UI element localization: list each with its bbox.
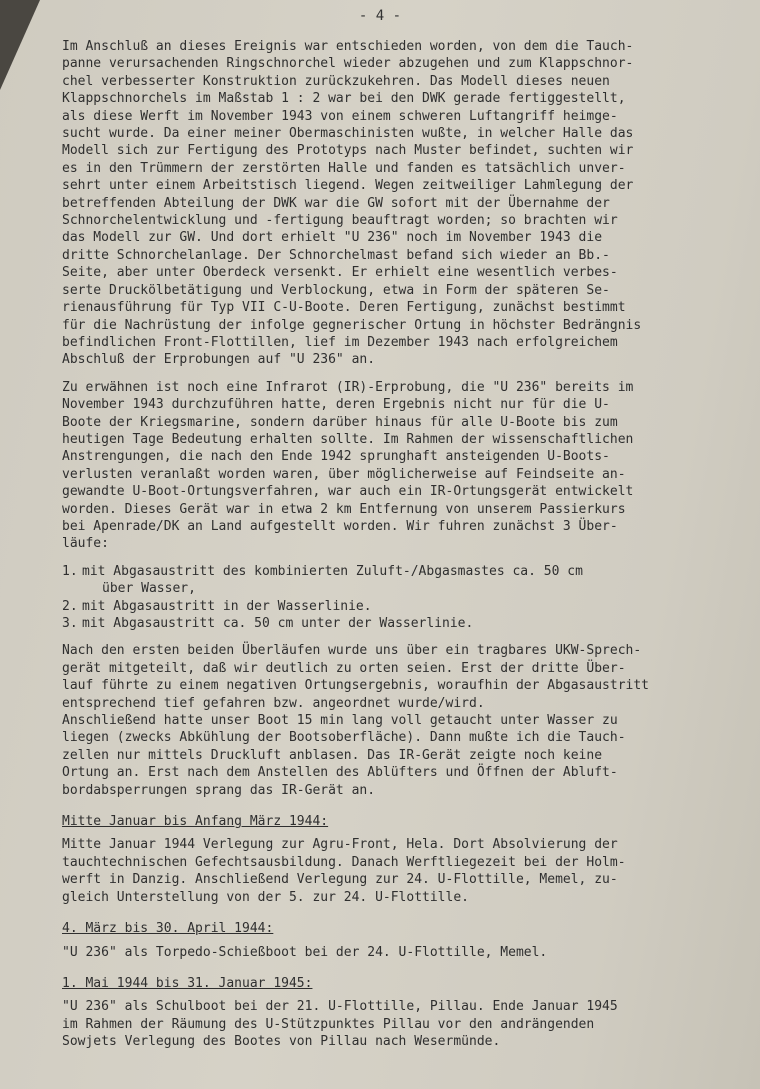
text-line: über Wasser, <box>102 581 196 597</box>
text-line: Im Anschluß an dieses Ereignis war entschieden worden, von dem die Tauch- <box>62 39 634 54</box>
section-heading: 4. März bis 30. April 1944: <box>62 921 274 937</box>
page-corner-shadow <box>0 0 40 90</box>
text-line: panne verursachenden Ringschnorchel wieder abzugehen und zum Klappschnor- <box>62 56 634 72</box>
text-line: Mitte Januar 1944 Verlegung zur Agru-Front, Hela. Dort Absolvierung der <box>62 837 618 853</box>
text-line: rienausführung für Typ VII C-U-Boote. Deren Fertigung, zunächst bestimmt <box>62 300 626 316</box>
document-body <box>62 38 712 1061</box>
text-line: Anstrengungen, die nach den Ende 1942 sprunghaft ansteigenden U-Boots- <box>62 449 610 465</box>
text-line: Zu erwähnen ist noch eine Infrarot (IR)-Erprobung, die "U 236" bereits im <box>62 379 634 395</box>
text-line: Ortung an. Erst nach dem Anstellen des Ablüfters und Öffnen der Abluft- <box>62 765 618 781</box>
text-line: läufe: <box>62 536 109 552</box>
text-line: Schnorchelentwicklung und -fertigung beauftragt worden; so brachten wir <box>62 213 618 229</box>
text-line: mit Abgasaustritt ca. 50 cm unter der Wasserlinie. <box>82 616 474 631</box>
text-line: sucht wurde. Da einer meiner Obermaschinisten wußte, in welcher Halle das <box>62 126 634 142</box>
text-line: "U 236" als Schulboot bei der 21. U-Flottille, Pillau. Ende Januar 1945 <box>62 999 618 1015</box>
text-line: serte Druckölbetätigung und Verblockung, etwa in Form der späteren Se- <box>62 282 610 298</box>
section-paragraph <box>62 836 712 906</box>
paragraph <box>62 642 712 799</box>
text-line: als diese Werft im November 1943 von einem schweren Luftangriff heimge- <box>62 108 618 124</box>
list-item-text <box>82 598 372 615</box>
text-line: Boote der Kriegsmarine, sondern darüber hinaus für alle U-Boote bis zum <box>62 414 618 430</box>
text-line: gleich Unterstellung von der 5. zur 24. U-Flottille. <box>62 889 469 905</box>
paragraph <box>62 379 712 553</box>
text-line: befindlichen Front-Flottillen, lief im Dezember 1943 nach erfolgreichem <box>62 334 618 350</box>
text-line: Abschluß der Erprobungen auf "U 236" an. <box>62 352 376 368</box>
list-item-text <box>82 563 583 598</box>
text-line: mit Abgasaustritt in der Wasserlinie. <box>82 598 372 614</box>
section-heading: Mitte Januar bis Anfang März 1944: <box>62 814 329 830</box>
text-line: bei Apenrade/DK an Land aufgestellt worden. Wir fuhren zunächst 3 Über- <box>62 518 618 534</box>
list-item-number: 2. <box>62 598 78 614</box>
text-line: Nach den ersten beiden Überläufen wurde uns über ein tragbares UKW-Sprech- <box>62 643 642 659</box>
section-paragraph <box>62 944 712 961</box>
text-line: Sowjets Verlegung des Bootes von Pillau nach Wesermünde. <box>62 1034 501 1050</box>
text-line: lauf führte zu einem negativen Ortungsergebnis, woraufhin der Abgasaustritt <box>62 678 649 694</box>
section-heading: 1. Mai 1944 bis 31. Januar 1945: <box>62 975 313 991</box>
paragraph <box>62 38 712 369</box>
text-line: worden. Dieses Gerät war in etwa 2 km Entfernung von unserem Passierkurs <box>62 501 626 517</box>
text-line: chel verbesserter Konstruktion zurückzukehren. Das Modell dieses neuen <box>62 73 610 89</box>
text-line: Modell sich zur Fertigung des Prototyps nach Muster befindet, suchten wir <box>62 143 634 159</box>
text-line: verlusten veranlaßt worden waren, über möglicherweise auf Feindseite an- <box>62 466 626 482</box>
list-item-number: 3. <box>62 616 78 631</box>
text-line: bordabsperrungen sprang das IR-Gerät an. <box>62 782 376 798</box>
list-item <box>62 615 712 632</box>
text-line: mit Abgasaustritt des kombinierten Zuluft-/Abgasmastes ca. 50 cm <box>82 563 583 579</box>
list-item-text <box>82 615 473 632</box>
text-line: dritte Schnorchelanlage. Der Schnorchelmast befand sich wieder an Bb.- <box>62 247 610 263</box>
list-item-number: 1. <box>62 563 78 579</box>
text-line: November 1943 durchzuführen hatte, deren Ergebnis nicht nur für die U- <box>62 397 610 413</box>
text-line: es in den Trümmern der zerstörten Halle und fanden es tatsächlich unver- <box>62 160 626 176</box>
text-line: Klappschnorchels im Maßstab 1 : 2 war bei den DWK gerade fertiggestellt, <box>62 91 626 107</box>
text-line: das Modell zur GW. Und dort erhielt "U 236" noch im November 1943 die <box>62 230 603 246</box>
text-line: "U 236" als Torpedo-Schießboot bei der 24. U-Flottille, Memel. <box>62 944 548 960</box>
text-line: im Rahmen der Räumung des U-Stützpunktes Pillau vor den andrängenden <box>62 1016 595 1032</box>
intro-paragraphs <box>62 38 712 553</box>
text-line: betreffenden Abteilung der DWK war die GW sofort mit der Übernahme der <box>62 195 610 211</box>
chronology-sections <box>62 813 712 1050</box>
list-item <box>62 563 712 598</box>
text-line: für die Nachrüstung der infolge gegnerischer Ortung in höchster Bedrängnis <box>62 317 642 333</box>
text-line: Anschließend hatte unser Boot 15 min lang voll getaucht unter Wasser zu <box>62 713 618 729</box>
list-item <box>62 598 712 615</box>
text-line: Seite, aber unter Oberdeck versenkt. Er erhielt eine wesentlich verbes- <box>62 265 618 281</box>
page-number: - 4 - <box>358 8 402 24</box>
text-line: gerät mitgeteilt, daß wir deutlich zu orten seien. Erst der dritte Über- <box>62 660 626 676</box>
text-line: sehrt unter einem Arbeitstisch liegend. Wegen zeitweiliger Lahmlegung der <box>62 178 634 194</box>
trial-list <box>62 563 712 633</box>
text-line: gewandte U-Boot-Ortungsverfahren, war auch ein IR-Ortungsgerät entwickelt <box>62 484 634 500</box>
result-paragraphs <box>62 642 712 799</box>
section-paragraph <box>62 998 712 1050</box>
text-line: entsprechend tief gefahren bzw. angeordnet wurde/wird. <box>62 695 485 711</box>
text-line: liegen (zwecks Abkühlung der Bootsoberfläche). Dann mußte ich die Tauch- <box>62 730 626 746</box>
text-line: werft in Danzig. Anschließend Verlegung zur 24. U-Flottille, Memel, zu- <box>62 872 618 888</box>
text-line: heutigen Tage Bedeutung erhalten sollte. Im Rahmen der wissenschaftlichen <box>62 431 634 447</box>
text-line: zellen nur mittels Druckluft anblasen. Das IR-Gerät zeigte noch keine <box>62 747 603 763</box>
text-line: tauchtechnischen Gefechtsausbildung. Danach Werftliegezeit bei der Holm- <box>62 854 626 870</box>
